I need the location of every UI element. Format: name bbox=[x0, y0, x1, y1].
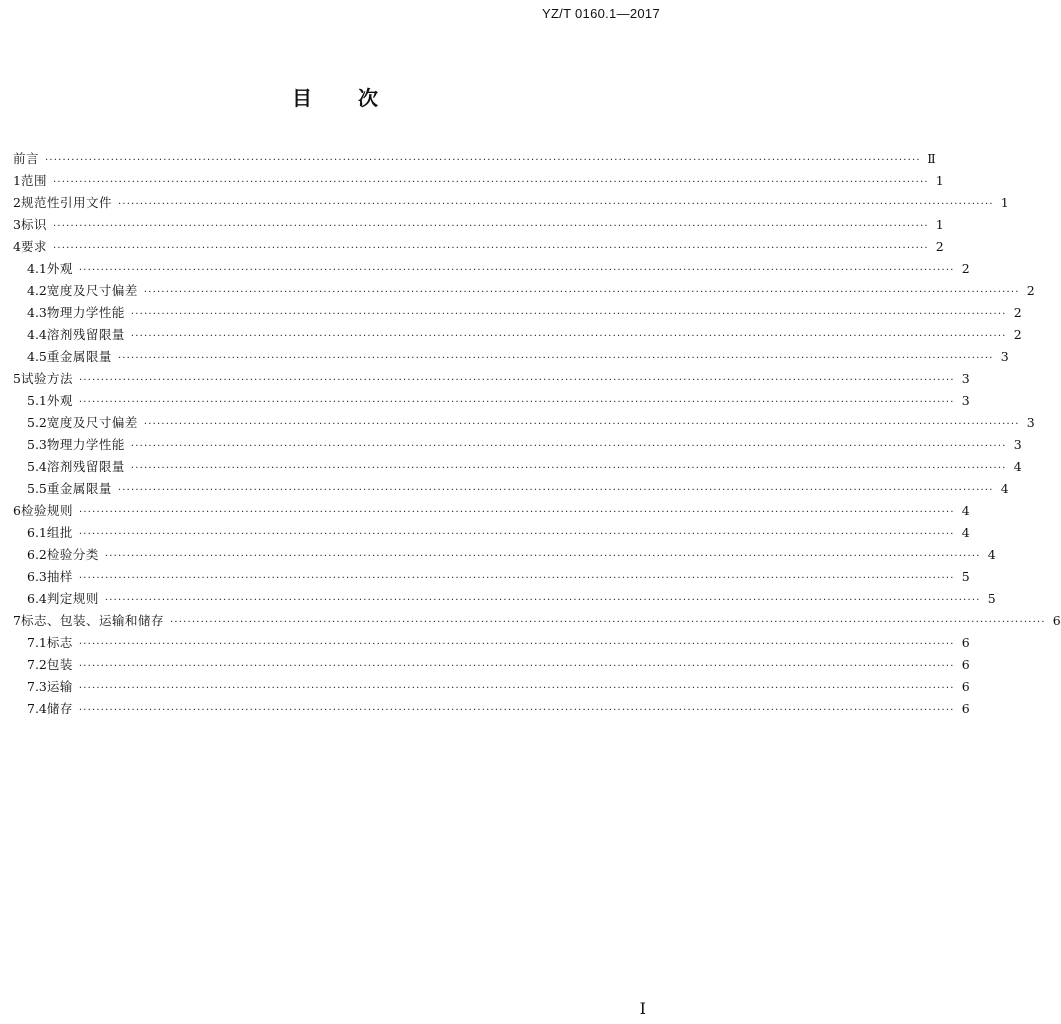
toc-entry-page: 5 bbox=[987, 591, 996, 606]
toc-entry-number: 6 bbox=[13, 503, 21, 518]
toc-entry-number: 5.1 bbox=[27, 393, 47, 408]
toc-entry-title: 检验规则 bbox=[20, 503, 73, 518]
dot-leader: ········································································································································································································ bbox=[52, 221, 929, 232]
toc-entry[interactable] bbox=[13, 610, 1061, 632]
toc-entry[interactable] bbox=[13, 390, 970, 412]
dot-leader: ········································································································································································································ bbox=[78, 573, 955, 584]
dot-leader: ········································································································································································································ bbox=[117, 353, 994, 364]
toc-entry[interactable] bbox=[13, 346, 1009, 368]
toc-entry-page: 2 bbox=[935, 239, 944, 254]
toc-entry[interactable] bbox=[13, 236, 944, 258]
toc-entry-title: 要求 bbox=[20, 239, 47, 254]
toc-entry[interactable] bbox=[13, 698, 970, 720]
toc-entry-number: 4.5 bbox=[27, 349, 47, 364]
toc-entry[interactable] bbox=[13, 500, 970, 522]
dot-leader: ········································································································································································································ bbox=[130, 463, 1007, 474]
toc-entry-page: 6 bbox=[961, 635, 970, 650]
toc-entry[interactable] bbox=[13, 368, 970, 390]
toc-entry[interactable] bbox=[13, 302, 1022, 324]
dot-leader: ········································································································································································································ bbox=[130, 309, 1007, 320]
dot-leader: ········································································································································································································ bbox=[45, 155, 921, 166]
toc-entry[interactable] bbox=[13, 170, 944, 192]
page-title bbox=[0, 82, 670, 111]
dot-leader: ········································································································································································································ bbox=[143, 287, 1020, 298]
toc-entry[interactable] bbox=[13, 192, 1009, 214]
toc-entry[interactable] bbox=[13, 566, 970, 588]
toc-entry-title: 物理力学性能 bbox=[46, 305, 125, 320]
toc-entry-title: 组批 bbox=[46, 525, 73, 540]
toc-entry-title: 标识 bbox=[20, 217, 47, 232]
toc-entry-title: 运输 bbox=[46, 679, 73, 694]
toc-entry-page: 6 bbox=[961, 657, 970, 672]
dot-leader: ········································································································································································································ bbox=[169, 617, 1046, 628]
toc-entry-number: 6.3 bbox=[27, 569, 47, 584]
dot-leader: ········································································································································································································ bbox=[78, 529, 955, 540]
page-number: I bbox=[639, 999, 646, 1018]
dot-leader: ········································································································································································································ bbox=[104, 551, 981, 562]
toc-entry-number: 5.3 bbox=[27, 437, 47, 452]
toc-entry[interactable] bbox=[13, 676, 970, 698]
toc-entry-page: 4 bbox=[961, 525, 970, 540]
toc-entry-title: 标志、包装、运输和储存 bbox=[20, 613, 164, 628]
toc-entry-number: 4 bbox=[13, 239, 21, 254]
document-code: YZ/T 0160.1—2017 bbox=[541, 6, 660, 21]
toc-entry[interactable] bbox=[13, 478, 1009, 500]
toc-entry-title: 宽度及尺寸偏差 bbox=[46, 415, 138, 430]
toc-entry-page: Ⅱ bbox=[927, 151, 936, 166]
toc-entry-title: 溶剂残留限量 bbox=[46, 459, 125, 474]
toc-entry-number: 7.4 bbox=[27, 701, 47, 716]
toc-entry-page: 6 bbox=[1052, 613, 1061, 628]
toc-entry-page: 6 bbox=[961, 701, 970, 716]
toc-entry-page: 4 bbox=[961, 503, 970, 518]
toc-entry-page: 2 bbox=[961, 261, 970, 276]
dot-leader: ········································································································································································································ bbox=[78, 265, 955, 276]
toc-entry[interactable] bbox=[13, 324, 1022, 346]
toc-entry-title: 溶剂残留限量 bbox=[46, 327, 125, 342]
toc-entry-title: 判定规则 bbox=[46, 591, 99, 606]
toc-entry-number: 7.1 bbox=[27, 635, 47, 650]
toc-entry-page: 5 bbox=[961, 569, 970, 584]
toc-entry-title: 物理力学性能 bbox=[46, 437, 125, 452]
title-char-2: 次 bbox=[358, 86, 378, 110]
toc-entry-title: 检验分类 bbox=[46, 547, 99, 562]
toc-entry-title: 宽度及尺寸偏差 bbox=[46, 283, 138, 298]
toc-entry-page: 1 bbox=[1000, 195, 1009, 210]
toc-entry[interactable] bbox=[13, 654, 970, 676]
toc-entry-title: 前言 bbox=[13, 151, 40, 166]
dot-leader: ········································································································································································································ bbox=[78, 683, 955, 694]
dot-leader: ········································································································································································································ bbox=[52, 177, 929, 188]
toc-entry-number: 5.4 bbox=[27, 459, 47, 474]
toc-entry-number: 6.2 bbox=[27, 547, 47, 562]
toc-entry-page: 1 bbox=[935, 217, 944, 232]
toc-entry-number: 5 bbox=[13, 371, 21, 386]
toc-entry-page: 2 bbox=[1013, 305, 1022, 320]
toc-entry-number: 6.4 bbox=[27, 591, 47, 606]
toc-entry[interactable] bbox=[13, 412, 1035, 434]
dot-leader: ········································································································································································································ bbox=[78, 705, 955, 716]
toc-entry-page: 6 bbox=[961, 679, 970, 694]
toc-entry-title: 外观 bbox=[46, 393, 73, 408]
toc-entry-page: 3 bbox=[1026, 415, 1035, 430]
dot-leader: ········································································································································································································ bbox=[78, 639, 955, 650]
table-of-contents bbox=[13, 148, 1061, 720]
dot-leader: ········································································································································································································ bbox=[130, 331, 1007, 342]
toc-entry-title: 外观 bbox=[46, 261, 73, 276]
toc-entry[interactable] bbox=[13, 456, 1022, 478]
title-char-1: 目 bbox=[292, 86, 312, 110]
toc-entry-title: 重金属限量 bbox=[46, 481, 112, 496]
toc-entry-number: 4.2 bbox=[27, 283, 47, 298]
dot-leader: ········································································································································································································ bbox=[104, 595, 981, 606]
dot-leader: ········································································································································································································ bbox=[78, 661, 955, 672]
toc-entry-number: 4.1 bbox=[27, 261, 47, 276]
toc-entry-number: 4.3 bbox=[27, 305, 47, 320]
dot-leader: ········································································································································································································ bbox=[130, 441, 1007, 452]
dot-leader: ········································································································································································································ bbox=[143, 419, 1020, 430]
toc-entry-page: 2 bbox=[1026, 283, 1035, 298]
toc-entry[interactable] bbox=[13, 632, 970, 654]
toc-entry-number: 1 bbox=[13, 173, 21, 188]
toc-entry-page: 3 bbox=[961, 393, 970, 408]
toc-entry-number: 7.3 bbox=[27, 679, 47, 694]
toc-entry-number: 7 bbox=[13, 613, 21, 628]
toc-entry[interactable] bbox=[13, 588, 996, 610]
toc-entry-title: 包装 bbox=[46, 657, 73, 672]
toc-entry-title: 规范性引用文件 bbox=[20, 195, 112, 210]
toc-entry-title: 标志 bbox=[46, 635, 73, 650]
toc-entry-number: 5.5 bbox=[27, 481, 47, 496]
toc-entry[interactable] bbox=[13, 522, 970, 544]
toc-entry[interactable] bbox=[13, 434, 1022, 456]
toc-entry-number: 2 bbox=[13, 195, 21, 210]
dot-leader: ········································································································································································································ bbox=[52, 243, 929, 254]
toc-entry-number: 7.2 bbox=[27, 657, 47, 672]
toc-entry-page: 1 bbox=[935, 173, 944, 188]
toc-entry[interactable] bbox=[13, 214, 944, 236]
toc-entry-title: 试验方法 bbox=[20, 371, 73, 386]
toc-entry-page: 3 bbox=[1000, 349, 1009, 364]
toc-entry-title: 重金属限量 bbox=[46, 349, 112, 364]
dot-leader: ········································································································································································································ bbox=[117, 199, 994, 210]
dot-leader: ········································································································································································································ bbox=[78, 507, 955, 518]
toc-entry-page: 4 bbox=[1000, 481, 1009, 496]
toc-entry[interactable] bbox=[13, 148, 936, 170]
toc-entry-page: 2 bbox=[1013, 327, 1022, 342]
dot-leader: ········································································································································································································ bbox=[78, 397, 955, 408]
toc-entry-page: 3 bbox=[1013, 437, 1022, 452]
dot-leader: ········································································································································································································ bbox=[117, 485, 994, 496]
toc-entry-number: 3 bbox=[13, 217, 21, 232]
toc-entry-number: 4.4 bbox=[27, 327, 47, 342]
dot-leader: ········································································································································································································ bbox=[78, 375, 955, 386]
toc-entry-page: 4 bbox=[987, 547, 996, 562]
toc-entry[interactable] bbox=[13, 258, 970, 280]
toc-entry-title: 储存 bbox=[46, 701, 73, 716]
toc-entry-number: 5.2 bbox=[27, 415, 47, 430]
toc-entry-page: 4 bbox=[1013, 459, 1022, 474]
toc-entry[interactable] bbox=[13, 280, 1035, 302]
toc-entry-title: 抽样 bbox=[46, 569, 73, 584]
toc-entry[interactable] bbox=[13, 544, 996, 566]
toc-entry-page: 3 bbox=[961, 371, 970, 386]
toc-entry-number: 6.1 bbox=[27, 525, 47, 540]
toc-entry-title: 范围 bbox=[20, 173, 47, 188]
